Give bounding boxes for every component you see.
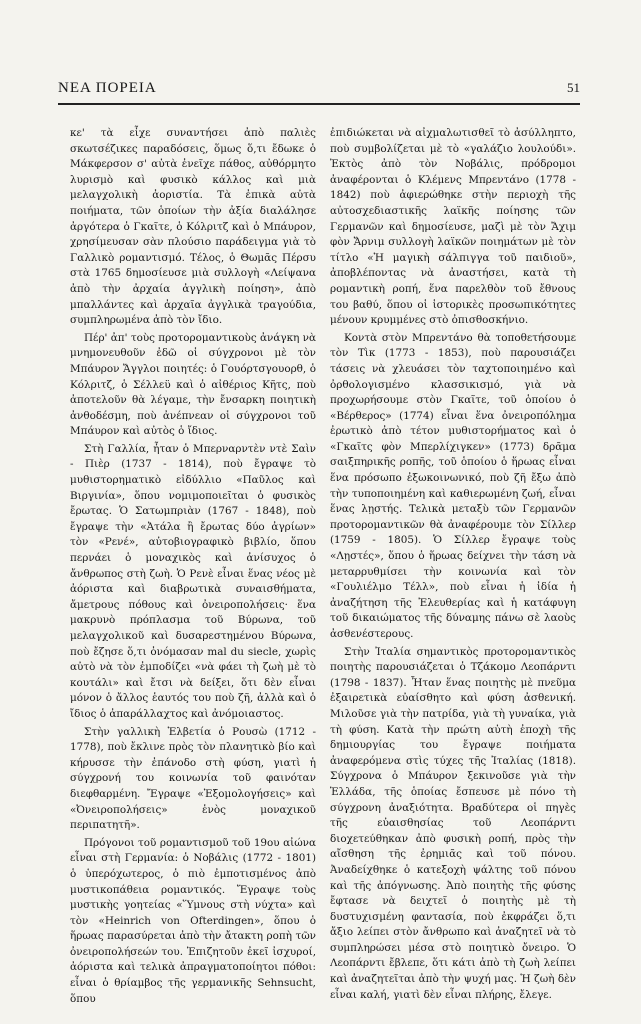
header-rule	[58, 103, 580, 105]
running-header	[58, 72, 580, 98]
paragraph: ἐπιδιώκεται νὰ αἰχμαλωτισθεῖ τὸ ἀσύλληπτο, ποὺ συμβολίζεται μὲ τὸ «γαλάζιο λουλούδι». Ἐκτὸς ἀπὸ τὸν Νοβάλις, πρόδρομοι ἀναφέρονται ὁ Κλέμενς Μπρεντάνο (1778 - 1842) ποὺ ἀφιερώθηκε στὴν περιοχὴ τῆς αὐτοσχεδιαστικῆς λαϊκῆς ποίησης τῶν Γερμανῶν καὶ δημοσίευσε, μαζὶ μὲ τὸν Ἄχιμ φὸν Ἄρνιμ συλλογὴ λαϊκῶν ποιημάτων μὲ τὸν τίτλο «Ἡ μαγικὴ σάλπιγγα τοῦ παιδιοῦ», ἀποβλέποντας νὰ ἀναστήσει, κατὰ τὴ ρομαντικὴ ροπή, ἕνα παρελθὸν τοῦ ἔθνους του βαθύ, ὅπου οἱ ἱστορικὲς προσωπικότητες μένουν κρυμμένες στὸ ὀπισθοσκήνιο.	[330, 127, 576, 327]
page-number: 51	[567, 80, 580, 95]
right-column	[330, 126, 576, 1003]
paragraph: Στὴ Γαλλία, ἦταν ὁ Μπερναρντὲν ντὲ Σαὶν - Πιὲρ (1737 - 1814), ποὺ ἔγραψε τὸ μυθιστορηματικὸ εἰδύλλιο «Παῦλος καὶ Βιργινία», ὅπου νομιμοποιεῖται ὁ φυσικὸς ἔρωτας. Ὁ Σατωμπριὰν (1767 - 1848), ποὺ ἔγραψε τὴν «Ἀτάλα ἢ ἔρωτας δύο ἀγρίων» τὸν «Ρενέ», αὐτοβιογραφικὸ βιβλίο, ὅπου περνάει ὁ μοναχικὸς καὶ ἀνίσυχος ὁ ἄνθρωπος στὴ ζωὴ. Ὁ Ρενὲ εἶναι ἕνας νέος μὲ ἀόριστα καὶ διαβρωτικὰ συναισθήματα, ἄμετρους πόθους καὶ ὀνειροπολήσεις· ἕνα μακρυνὸ πρόπλασμα τοῦ Βύρωνα, τοῦ μελαγχολικοῦ καὶ δυσαρεστημένου Βύρωνα, ποὺ ἔζησε ὅ,τι ὀνόμασαν mal du siecle, χωρὶς αὐτὸ νὰ τὸν ἐμποδίζει «νὰ φάει τὴ ζωὴ μὲ τὸ κουτάλι» καὶ ἔτσι νὰ δείξει, ὅτι δὲν εἶναι μόνον ὁ ἄλλος ἑαυτός του ποὺ ζῆ, ἀλλὰ καὶ ὁ ἴδιος ὁ ἀπαράλλαχτος καὶ ἀνόμοιαστος.	[70, 442, 316, 720]
paragraph: Κοντὰ στὸν Μπρεντάνο θὰ τοποθετήσουμε τὸν Τὶκ (1773 - 1853), ποὺ παρουσιάζει τάσεις νὰ χλευάσει τὸν ταχτοποιημένο καὶ ὀρθολογισμένο κλασσικισμό, γιὰ νὰ προχωρήσουμε στὸν Γκαῖτε, τοῦ ὁποίου ὁ «Βέρθερος» (1774) εἶναι ἕνα ὀνειροπόλημα ἐρωτικὸ ἀπὸ τέτον μυθιστορήματος καὶ ὁ «Γκαῖτς φὸν Μπερλίχιγκεν» (1773) δρᾶμα σαιξπηρικῆς ροπῆς, τοῦ ὁποίου ὁ ἥρωας εἶναι ἕνα πρόσωπο ἐξωκοινωνικό, ποὺ ζῆ ἔξω ἀπὸ τὴν τυποποιημένη καὶ καθιερωμένη ζωή, εἶναι ἕνας λῃστής. Τελικὰ μεταξὺ τῶν Γερμανῶν προτορομαντικῶν θὰ ἀναφέρουμε τὸν Σίλλερ (1759 - 1805). Ὁ Σίλλερ ἔγραψε τοὺς «Λῃστές», ὅπου ὁ ἥρωας δείχνει τὴν τάση νὰ μεταρρυθμίσει τὴν κοινωνία καὶ τὸν «Γουλιέλμο Τέλλ», ποὺ εἶναι ἡ ἰδία ἡ ἀναζήτηση τῆς Ἐλευθερίας καὶ ἡ κατάφυγη τοῦ δικαιώματος τῆς δύναμης πάνω σὲ λαοὺς ἀσθενέστερους.	[330, 331, 576, 640]
paragraph: Στὴν Ἰταλία σημαντικὸς προτορομαντικὸς ποιητὴς παρουσιάζεται ὁ Τζάκομο Λεοπάρντι (1798 - 1837). Ἦταν ἕνας ποιητὴς μὲ πνεῦμα ἐξαιρετικὰ εὐαίσθητο καὶ φύση ἀσθενική. Μιλοῦσε γιὰ τὴν πατρίδα, γιὰ τὴ γυναίκα, γιὰ τὴ φύση. Κατὰ τὴν πρώτη αὐτὴ ἐποχὴ τῆς δημιουργίας του ἔγραψε ποιήματα ἀναφερόμενα στὶς τύχες τῆς Ἰταλίας (1818). Σύγχρονα ὁ Μπάυρον ξεκινοῦσε γιὰ τὴν Ἑλλάδα, τῆς ὁποίας ἔσπευσε μὲ πόνο τὴ σύγχρονη ἀναξιότητα. Βραδύτερα οἱ πηγὲς τῆς εὐαισθησίας τοῦ Λεοπάρντι διοχετεύθηκαν ἀπὸ φυσικὴ ροπή, πρὸς τὴν αἴσθηση τῆς ἐρημιᾶς καὶ τοῦ πόνου. Ἀναδείχθηκε ὁ κατεξοχὴ ψάλτης τοῦ πόνου καὶ τῆς ἀπόγνωσης. Ἀπὸ ποιητὴς τῆς φύσης ἔφτασε νὰ δειχτεῖ ὁ ποιητὴς μὲ τὴ δυστυχισμένη φαντασία, ποὺ ἐκφράζει ὅ,τι ἄξιο λείπει στὸν ἄνθρωπο καὶ ἀναζητεῖ νὰ τὸ συμπληρώσει μέσα στὸ ποιητικὸ ὄνειρο. Ὁ Λεοπάρντι ἔβλεπε, ὅτι κάτι ἀπὸ τὴ ζωὴ λείπει καὶ ἀναζητεῖται ἀπὸ τὴν ψυχή μας. Ἡ ζωὴ δὲν εἶναι καλή, γιατὶ δὲν εἶναι πλήρης, ἔλεγε.	[330, 645, 576, 1001]
paragraph: Στὴν γαλλικὴ Ἑλβετία ὁ Ρουσὼ (1712 - 1778), ποὺ ἔκλινε πρὸς τὸν πλανητικὸ βίο καὶ κήρυσσε τὴν ἐπάνοδο στὴ φύση, γιατὶ ἡ σύγχρονή του κοινωνία τοῦ φαινόταν διεφθαρμένη. Ἔγραψε «Ἐξομολογήσεις» καὶ «Ὀνειροπολήσεις» ἑνὸς μοναχικοῦ περιπατητῆ».	[70, 725, 316, 832]
paragraph: Πρόγονοι τοῦ ρομαντισμοῦ τοῦ 19ου αἰώνα εἶναι στὴ Γερμανία: ὁ Νοβάλις (1772 - 1801) ὁ ὑπερόχωτερος, ὁ πιὸ ἐμποτισμένος ἀπὸ μυστικοπάθεια ρομαντικός. Ἔγραψε τοὺς μυστικὴς γοητείας «Ὕμνους στὴ νύχτα» καὶ τὸν «Heinrich von Ofterdingen», ὅπου ὁ ἥρωας παρασύρεται ἀπὸ τὴν ἄτακτη ροπὴ τῶν ὀνειροπολήσεών του. Ἐπιζητοῦν ἐκεῖ ἰσχυροί, ἀόριστα καὶ τελικὰ ἀπραγματοποίητοι πόθοι: εἶναι ὁ θρίαμβος τῆς γερμανικῆς Sehnsucht, ὅπου	[70, 836, 316, 1005]
journal-title: ΝΕΑ ΠΟΡΕΙΑ	[58, 80, 157, 96]
left-column	[70, 126, 316, 1007]
paragraph: κε' τὰ εἶχε συναντήσει ἀπὸ παλιὲς σκωτσέζικες παραδόσεις, ὅμως ὅ,τι ἔδωκε ὁ Μάκφερσον σ' αὐτὰ ἐνεῖχε πάθος, αὐθόρμητο λυρισμὸ καὶ φυσικὸ κάλλος καὶ μιὰ μελαγχολικὴ ἀοριστία. Τὰ ἐπικὰ αὐτὰ ποιήματα, τῶν ὁποίων τὴν ἀξία διαλάλησε ἀργότερα ὁ Γκαῖτε, ὁ Κόλριτζ καὶ ὁ Μπάυρον, χρησίμευσαν σὰν πλούσιο παράδειγμα γιὰ τὸ Γαλλικὸ ρομαντισμό. Τέλος, ὁ Θωμᾶς Πέρσυ στὰ 1765 δημοσίευσε μιὰ συλλογὴ «Λείψανα ἀπὸ τὴν ἀρχαία ἀγγλικὴ ποίηση», ἀπὸ μπαλλάντες καὶ ἀρχαῖα ἀγγλικὰ τραγούδια, συμπληρωμένα ἀπὸ τὸν ἴδιο.	[70, 127, 316, 327]
paragraph: Πέρ' ἀπ' τοὺς προτορομαντικοὺς ἀνάγκη νὰ μνημονευθοῦν ἐδῶ οἱ σύγχρονοι μὲ τὸν Μπάυρον Ἄγγλοι ποιητές: ὁ Γουόρτσγουορθ, ὁ Κόλριτζ, ὁ Σέλλεϋ καὶ ὁ αἰθέριος Κῆτς, ποὺ ἀποτελοῦν θὰ λέγαμε, τὴν ἔνσαρκη ποιητικὴ ἀνθοδέσμη, ποὺ ἀνέπνεαν οἱ σύγχρονοι τοῦ Μπάυρον καὶ αὐτὸς ὁ ἴδιος.	[70, 331, 316, 438]
